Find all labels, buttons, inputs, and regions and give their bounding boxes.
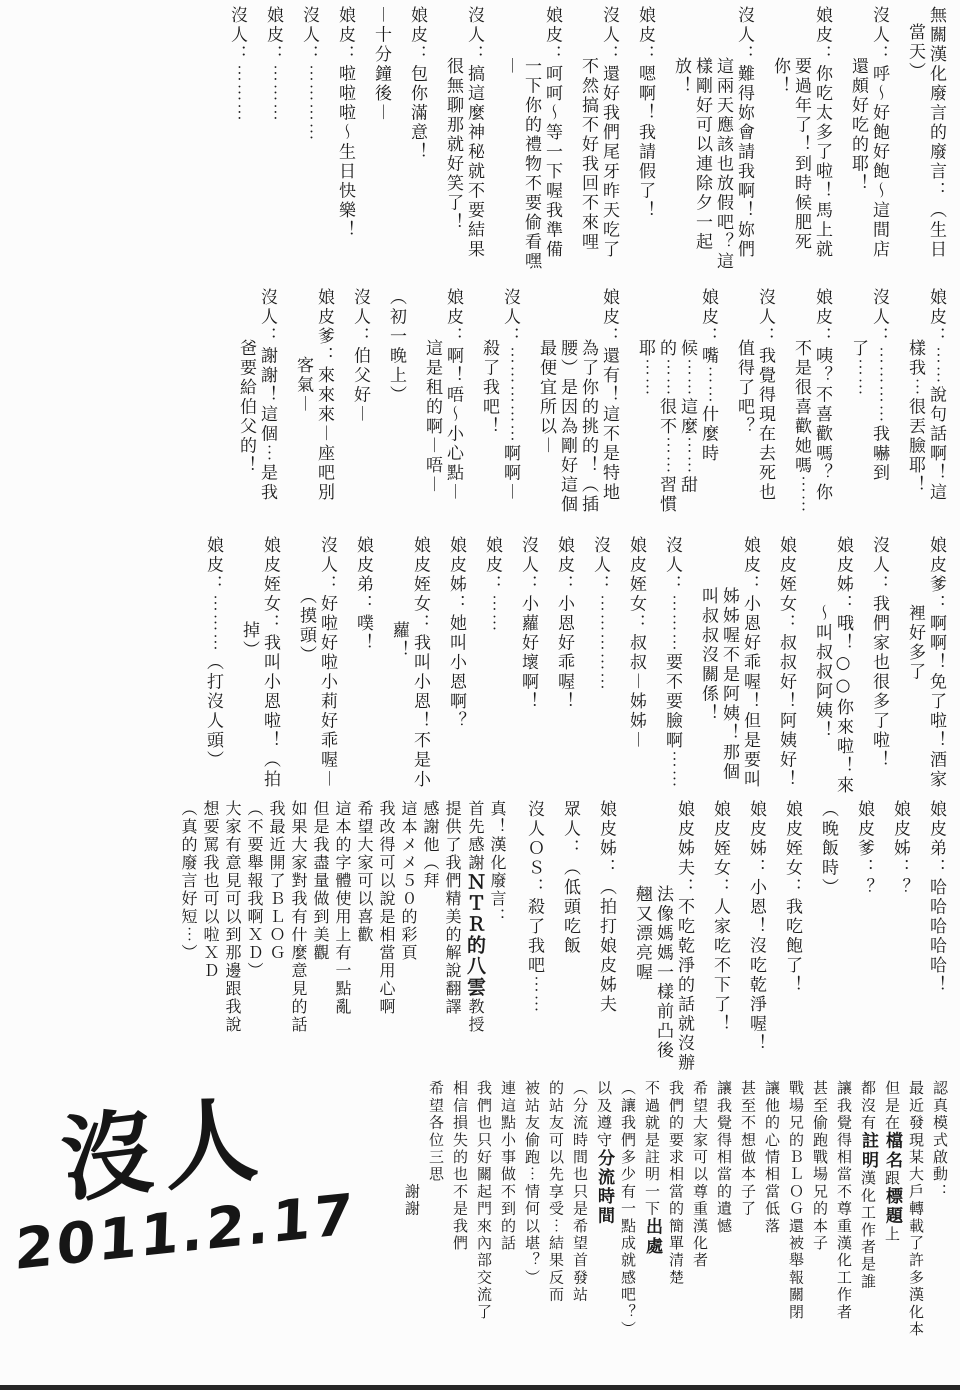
dialogue-utterance: 沒人：搞這麼神秘就不要結果很無聊那就好笑了！	[443, 6, 484, 260]
dialogue-band-1	[0, 6, 946, 274]
dialogue-utterance: 沒人：我們家也很多了啦！	[869, 536, 889, 770]
dialogue-utterance: 沒人ＯＳ：殺了我吧︙︙	[524, 800, 544, 1015]
text-line: 希望大家可以喜歡	[355, 800, 374, 944]
text-line: 這本的字體使用上有一點亂	[333, 800, 352, 1016]
dialogue-band-2	[0, 288, 946, 520]
dialogue-utterance: （初一晚上）	[386, 288, 406, 405]
dialogue-utterance: 娘皮姊：？	[890, 800, 910, 898]
text-line: 如果大家對我有什麼意見的話	[289, 800, 308, 1034]
dialogue-utterance: 娘皮爹：來來來︱座吧別客氣︱	[293, 288, 334, 503]
text-line: 以及遵守分流時間	[594, 1080, 614, 1226]
dialogue-utterance: 娘皮：嘴︙︙什麼時候︙︙這麼︙︙甜的︙︙很不︙︙習慣耶︙︙	[635, 288, 718, 515]
text-line: 希望大家可以尊重漢化者	[691, 1080, 709, 1270]
dialogue-utterance: 娘皮姊：（拍打娘皮姊夫	[596, 800, 616, 1015]
dialogue-band-3	[0, 536, 946, 798]
text-line: 被站友偷跑︙情何以堪？）	[523, 1080, 541, 1287]
text-line: 真！漢化廢言：	[488, 800, 507, 926]
text-line: 提供了我們精美的解說翻譯	[443, 800, 462, 1016]
dialogue-utterance: 沒人：好啦好啦小莉好乖喔︱（摸頭）	[296, 536, 337, 790]
dialogue-utterance: ︱十分鐘後︱	[371, 6, 391, 123]
text-line: 都沒有註明漢化工作者是誰	[858, 1080, 878, 1291]
text-line: 我改得可以說是相當用心啊	[377, 800, 396, 1016]
dialogue-utterance: 娘皮：︙︙︙	[263, 6, 283, 123]
dialogue-utterance: 娘皮：呵呵～等一下喔我準備一下你的禮物不要偷看嘿︱	[500, 6, 562, 272]
dialogue-utterance: 沒人：伯父好︱	[350, 288, 370, 425]
dialogue-utterance: 娘皮：小恩好乖喔！	[554, 536, 574, 712]
dialogue-utterance: 娘皮姪女：叔叔好！阿姨好！	[776, 536, 796, 790]
text-line: 戰場兄的ＢＬＯＧ還被舉報關閉	[787, 1080, 805, 1321]
text-line: （不要舉報我啊ＸＤ）	[245, 800, 264, 980]
dialogue-utterance: 娘皮：咦？不喜歡嗎？你不是很喜歡她嗎︙︙	[791, 288, 832, 515]
dialogue-utterance: 沒人：︙︙︙︙︙	[590, 536, 610, 692]
text-line: 我們的要求相當的簡單清楚	[667, 1080, 685, 1287]
text-line: 不過就是註明一下出處	[642, 1080, 662, 1257]
dialogue-utterance: 娘皮姪女：人家吃不下了！	[710, 800, 730, 1034]
dialogue-utterance: 娘皮姊：小恩！沒吃乾淨喔！	[746, 800, 766, 1054]
dialogue-utterance: 沒人：還好我們尾牙昨天吃了不然搞不好我回不來哩	[578, 6, 619, 260]
text-line: 認真模式啟動：	[931, 1080, 949, 1201]
text-line: 最近發現某大戶轉載了許多漢化本	[907, 1080, 925, 1338]
dialogue-utterance: 娘皮：︙︙︙（打沒人頭）	[203, 536, 223, 770]
dialogue-utterance: 娘皮爹：？	[854, 800, 874, 898]
text-line: 想要罵我也可以啦ＸＤ	[201, 800, 220, 980]
dialogue-utterance: 娘皮：你吃太多了啦！馬上就要過年了！到時候肥死你！	[770, 6, 832, 260]
dialogue-utterance: 娘皮弟：哈哈哈哈哈！	[926, 800, 946, 995]
dialogue-utterance: 娘皮爹：啊啊！免了啦！酒家裡好多了	[905, 536, 946, 790]
dialogue-utterance: 無關漢化廢言的廢言：（生日當天）	[905, 6, 946, 260]
dialogue-utterance: 沒人：︙︙︙︙	[299, 6, 319, 143]
text-line: 但是在檔名跟標題上	[882, 1080, 902, 1243]
text-line: 連這點小事做不到的話	[499, 1080, 517, 1252]
dialogue-utterance: 沒人：我覺得現在去死也值得了吧？	[734, 288, 775, 503]
dialogue-utterance: 娘皮姪女：我叫小恩啦！（拍掉）	[239, 536, 280, 790]
text-line: 這本メメ５０的彩頁	[399, 800, 418, 962]
dialogue-utterance: 娘皮弟：噗！	[353, 536, 373, 653]
text-line: 甚至偷跑戰場兄的本子	[811, 1080, 829, 1252]
dialogue-utterance: 沒人：謝謝！這個︙是我爸要給伯父的！	[236, 288, 277, 503]
dialogue-utterance: 娘皮：嗯啊！我請假了！	[635, 6, 655, 221]
dialogue-utterance: 娘皮：啊！唔～小心點︱這是租的啊︱唔︱	[422, 288, 463, 503]
dialogue-utterance: 娘皮：啦啦啦～生日快樂！	[335, 6, 355, 240]
dialogue-utterance: 娘皮：小恩好乖喔！但是要叫姊姊喔不是阿姨！那個叫叔叔沒關係！	[698, 536, 760, 790]
text-line: 甚至不想做本子了	[739, 1080, 757, 1218]
dialogue-utterance: 娘皮姪女：叔叔︱姊姊︱	[626, 536, 646, 751]
dialogue-utterance: 沒人：︙︙︙︙我嚇到了︙︙	[848, 288, 889, 483]
signature-name: 沒人	[58, 1083, 271, 1218]
dialogue-utterance: 沒人：小蘿好壞啊！	[518, 536, 538, 712]
dialogue-utterance: 娘皮：包你滿意！	[407, 6, 427, 162]
text-line: 我們也只好關起門來內部交流了	[475, 1080, 493, 1321]
text-line: 首先感謝ＮＴＲ的八雲教授	[464, 800, 486, 1034]
text-line: 讓我覺得相當的遺憾	[715, 1080, 733, 1235]
text-line: 但是我盡量做到美觀	[311, 800, 330, 962]
serious-notice-block	[400, 1080, 952, 1388]
dialogue-utterance: 娘皮姊：她叫小恩啊？	[446, 536, 466, 731]
dialogue-utterance: 眾人：（低頭吃飯	[560, 800, 580, 956]
text-line: 我最近開了ＢＬＯＧ	[267, 800, 286, 962]
dialogue-utterance: 沒人：難得妳會請我啊！妳們這兩天應該也放假吧？這樣剛好可以連除夕一起放！	[671, 6, 754, 272]
dialogue-utterance: 沒人：︙︙︙︙︙啊啊︱殺了我吧！	[479, 288, 520, 503]
dialogue-band-4	[0, 800, 946, 1078]
dialogue-utterance: 娘皮：︙︙	[482, 536, 502, 634]
dialogue-utterance: 沒人：呼～好飽好飽～這間店還頗好吃的耶！	[848, 6, 889, 260]
dialogue-utterance: 沒人：︙︙︙要不要臉啊︙︙	[662, 536, 682, 790]
text-line: 感謝他（拜	[421, 800, 440, 890]
dialogue-utterance: 娘皮姪女：我叫小恩！不是小蘿！	[389, 536, 430, 790]
text-line: （讓我們多少有一點成就感吧？）	[619, 1080, 637, 1338]
text-line: 的站友可以先享受︙結果反而	[547, 1080, 565, 1304]
dialogue-utterance: 娘皮：︙︙說句話啊！這樣我︙很丟臉耶！	[905, 288, 946, 503]
text-line: 讓他的心情相當低落	[763, 1080, 781, 1235]
text-line: 希望各位三思	[427, 1080, 445, 1184]
dialogue-utterance: 娘皮姊夫：不吃乾淨的話就沒辦法像媽媽一樣前凸後翹又漂亮喔	[632, 800, 694, 1073]
text-line: （真的廢言好短︙）	[179, 800, 198, 962]
scan-edge	[0, 1385, 960, 1390]
dialogue-utterance: 娘皮姪女：我吃飽了！	[782, 800, 802, 995]
dialogue-utterance: （晚飯時）	[818, 800, 838, 898]
text-line: （分流時間也只是希望首發站	[571, 1080, 589, 1304]
text-line: 大家有意見可以到那邊跟我說	[223, 800, 242, 1034]
text-line: 讓我覺得相當不尊重漢化工作者	[835, 1080, 853, 1321]
text-line: 相信損失的也不是我們	[451, 1080, 469, 1252]
dialogue-utterance: 娘皮姊：哦！○○你來啦！來～叫叔叔阿姨！	[812, 536, 853, 796]
text-line: 謝謝	[403, 1080, 421, 1218]
author-signature	[0, 1060, 400, 1360]
dialogue-utterance: 娘皮：還有！這不是特地為了你的挑的！（插腰）是因為剛好這個最便宜所以︱	[536, 288, 619, 515]
dialogue-utterance: 沒人：︙︙︙	[227, 6, 247, 123]
signature-date: 2011.2.17	[13, 1181, 357, 1284]
